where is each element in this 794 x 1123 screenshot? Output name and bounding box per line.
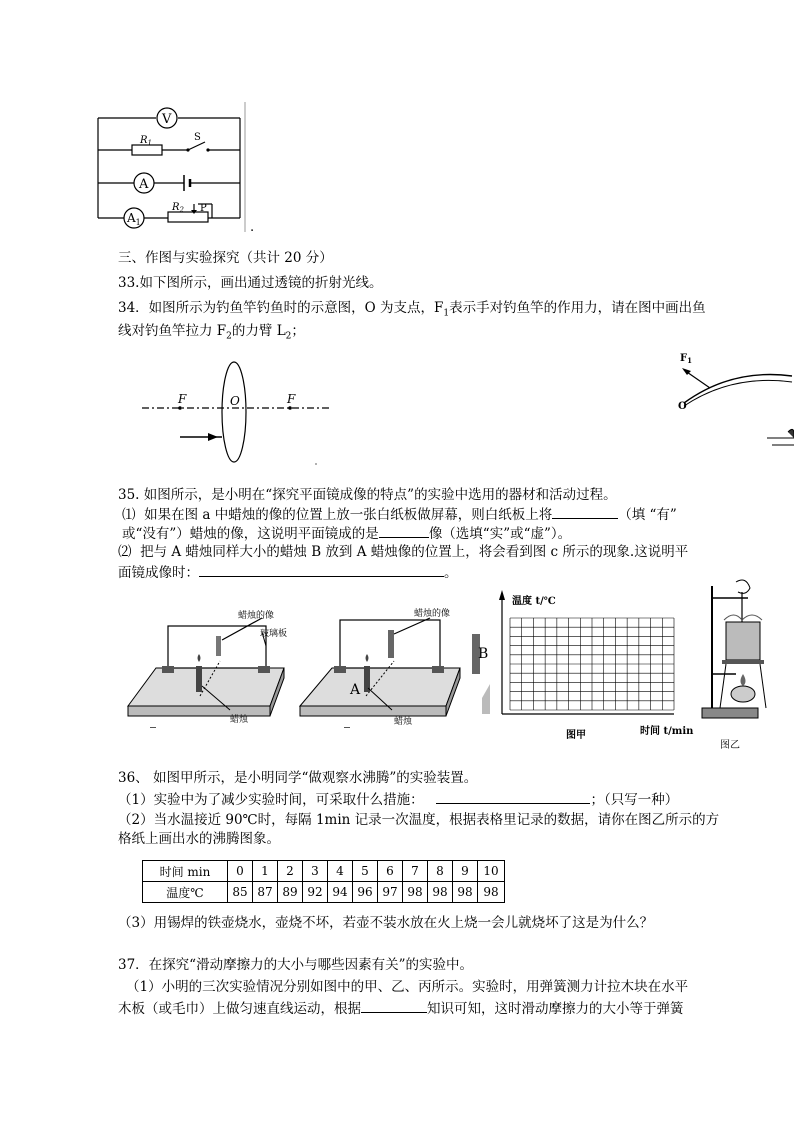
slider-label: P bbox=[200, 203, 207, 214]
focus-right-label: F bbox=[287, 392, 296, 406]
table-header-temp: 温度℃ bbox=[143, 882, 228, 903]
boiling-apparatus-figure bbox=[698, 576, 794, 756]
r1-label: $R_1$ bbox=[140, 135, 152, 147]
fig-a-caption-mark bbox=[150, 724, 156, 728]
ammeter1-label: $A_1$ bbox=[127, 211, 141, 227]
fishing-rod-figure bbox=[672, 348, 794, 458]
fig-a-glass-label: 玻璃板 bbox=[260, 629, 288, 639]
grid-caption: 图甲 bbox=[566, 730, 586, 741]
fig-c-image-label: 蜡烛的像 bbox=[414, 609, 451, 619]
grid-xlabel: 时间 t/min bbox=[640, 726, 694, 737]
mirror-figure-a bbox=[120, 606, 290, 736]
q34-line1: 34．如图所示为钓鱼竿钓鱼时的示意图，O 为支点，$F_1$表示手对钓鱼竿的作用力，请在图中画出鱼 bbox=[118, 300, 706, 319]
q34-line2: 线对钓鱼竿拉力 $F_2$的力臂 $L_2$； bbox=[118, 323, 305, 342]
grid-ylabel: 温度 t/℃ bbox=[512, 596, 556, 607]
q37-blank1[interactable] bbox=[361, 998, 427, 1013]
fig-a-candle-label: 蜡烛 bbox=[230, 715, 249, 725]
f1-label: $F_1$ bbox=[680, 353, 692, 365]
q35-blank2[interactable] bbox=[379, 523, 429, 538]
fig-c-label-a: A bbox=[350, 682, 361, 698]
q33-text: 33.如下图所示，画出通过透镜的折射光线。 bbox=[118, 275, 383, 291]
q36-p3: （3）用锡焊的铁壶烧水，壶烧不坏，若壶不装水放在火上烧一会儿就烧坏了这是为什么？ bbox=[118, 915, 654, 931]
q36-p1: （1）实验中为了减少实验时间，可采取什么措施： ；（只写一种） bbox=[118, 789, 678, 809]
q35-blank3[interactable] bbox=[199, 562, 444, 577]
boiling-data-table bbox=[142, 860, 505, 903]
q35-p2-line2: 面镜成像时： 。 bbox=[118, 562, 458, 582]
fig-c-candle-label: 蜡烛 bbox=[394, 717, 413, 727]
table-row-time: 时间 min 0 1 2 3 4 5 6 7 8 9 10 bbox=[143, 861, 505, 882]
q35-intro: 35. 如图所示，是小明在“探究平面镜成像的特点”的实验中选用的器材和活动过程。 bbox=[118, 487, 617, 503]
fig-c-caption-mark bbox=[344, 724, 350, 728]
ammeter-label: A bbox=[139, 177, 149, 192]
focus-left-label: F bbox=[178, 392, 187, 406]
section-heading: 三、作图与实验探究（共计 20 分） bbox=[118, 250, 333, 266]
q35-p1-line1: ⑴ 如果在图 a 中蜡烛的像的位置上放一张白纸板做屏幕，则白纸板上将 （填 “有” bbox=[122, 504, 677, 524]
q35-p2-line1: ⑵ 把与 A 蜡烛同样大小的蜡烛 B 放到 A 蜡烛像的位置上，将会看到图 c 所示的现象.这说明平 bbox=[118, 544, 689, 560]
fig-c-label-b: B bbox=[478, 646, 489, 662]
switch-label: S bbox=[194, 132, 201, 143]
q36-p2-line1: （2）当水温接近 90℃时，每隔 1min 记录一次温度，根据表格里记录的数据，请你在图乙所示的方 bbox=[118, 812, 720, 828]
end-mark: . bbox=[250, 220, 255, 235]
q36-blank1[interactable] bbox=[436, 789, 590, 804]
voltmeter-label: V bbox=[162, 112, 172, 127]
q35-p1-line2: 或“没有”）蜡烛的像，这说明平面镜成的是 像（选填“实”或“虚”）。 bbox=[122, 523, 571, 543]
mirror-figure-c bbox=[296, 606, 496, 736]
circuit-diagram bbox=[90, 100, 265, 235]
q36-p2-line2: 格纸上画出水的沸腾图象。 bbox=[118, 831, 280, 847]
temperature-grid-figure bbox=[478, 588, 698, 743]
q37-p1-line1: （1）小明的三次实验情况分别如图中的甲、乙、丙所示。实验时，用弹簧测力计拉木块在水平 bbox=[126, 979, 689, 995]
table-row-temp: 温度℃ 85 87 89 92 94 96 97 98 98 98 98 bbox=[143, 882, 505, 903]
apparatus-caption: 图乙 bbox=[720, 740, 740, 751]
q35-blank1[interactable] bbox=[552, 504, 618, 519]
r2-label: $R_2$ bbox=[172, 202, 184, 214]
optical-center-label: O bbox=[230, 394, 240, 408]
table-header-time: 时间 min bbox=[143, 861, 228, 882]
lens-figure bbox=[140, 360, 340, 470]
q36-intro: 36、 如图甲所示，是小明同学“做观察水沸腾”的实验装置。 bbox=[118, 770, 478, 786]
fig-a-image-label: 蜡烛的像 bbox=[238, 611, 275, 621]
pivot-label: O bbox=[678, 401, 687, 412]
q37-p1-line2: 木板（或毛巾）上做匀速直线运动，根据 知识可知，这时滑动摩擦力的大小等于弹簧 bbox=[118, 998, 684, 1018]
q37-intro: 37．在探究“滑动摩擦力的大小与哪些因素有关”的实验中。 bbox=[118, 957, 473, 973]
